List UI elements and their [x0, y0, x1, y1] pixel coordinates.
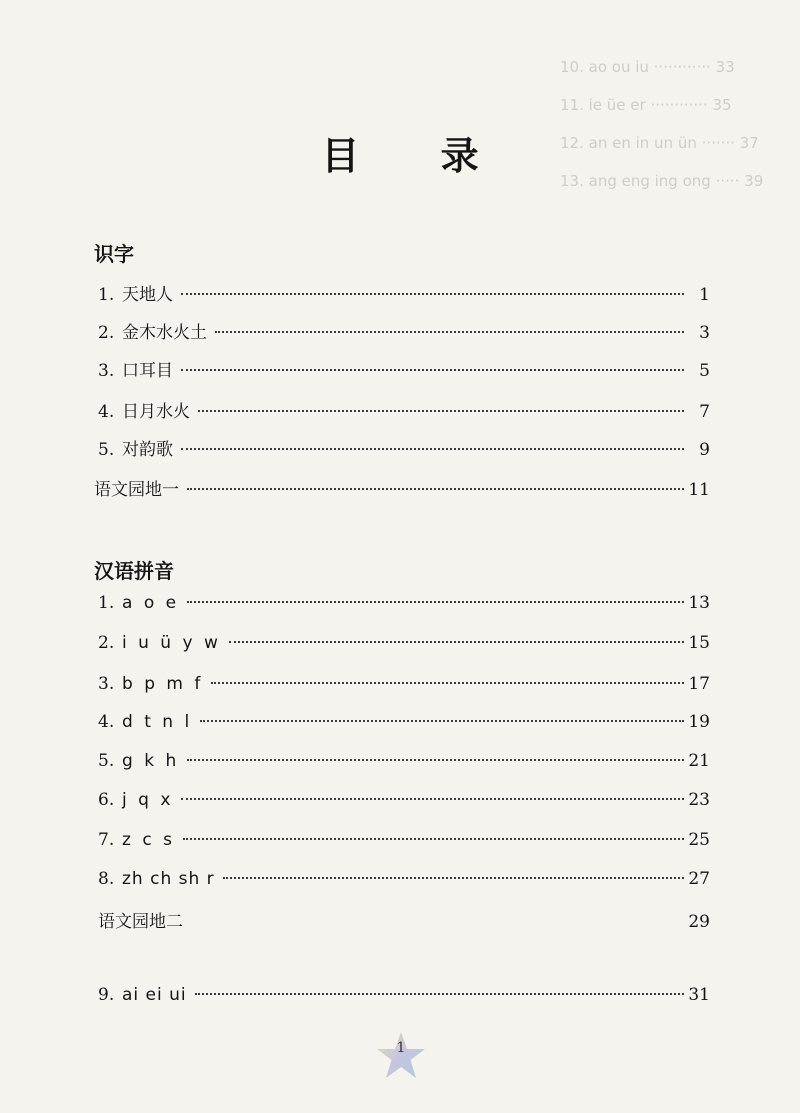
entry-number: 3.: [98, 674, 115, 694]
entry-page: 25: [688, 830, 710, 850]
entry-number: 3.: [98, 361, 115, 381]
dot-leader: [181, 448, 684, 450]
bleed-through-decoration: 12. an en in un ün ······· 37: [560, 134, 759, 152]
entry-number: 7.: [98, 830, 115, 850]
entry-page: 31: [688, 985, 710, 1005]
entry-number: 2.: [98, 633, 115, 653]
entry-page: 19: [688, 712, 710, 732]
entry-number: 1.: [98, 593, 115, 613]
toc-entry[interactable]: [94, 830, 710, 856]
entry-page: 21: [688, 751, 710, 771]
entry-page: 3: [699, 323, 710, 343]
toc-entry[interactable]: [94, 751, 710, 777]
dot-leader: [200, 720, 684, 722]
entry-title: 天地人: [122, 285, 173, 305]
dot-leader: [183, 838, 684, 840]
entry-number: 9.: [98, 985, 115, 1005]
entry-number: 4.: [98, 402, 115, 422]
entry-page: 7: [699, 402, 710, 422]
dot-leader: [198, 410, 684, 412]
entry-number: 4.: [98, 712, 115, 732]
entry-number: 1.: [98, 285, 115, 305]
entry-page: 17: [688, 674, 710, 694]
entry-title: 日月水火: [122, 402, 190, 422]
toc-entry[interactable]: [94, 790, 710, 816]
dot-leader: [187, 488, 684, 490]
entry-title: ai ei ui: [122, 985, 187, 1005]
entry-title: z c s: [122, 830, 175, 850]
toc-entry[interactable]: [94, 318, 710, 344]
toc-entry[interactable]: [94, 475, 710, 501]
toc-entry[interactable]: [94, 633, 710, 659]
page-title: 目 录: [321, 133, 513, 179]
entry-number: 5.: [98, 440, 115, 460]
entry-title: 口耳目: [122, 361, 173, 381]
entry-title: i u ü y w: [122, 633, 221, 653]
toc-entry[interactable]: [94, 397, 710, 423]
entry-title: zh ch sh r: [122, 869, 215, 889]
entry-page: 27: [688, 869, 710, 889]
toc-entry[interactable]: [94, 907, 710, 933]
toc-entry[interactable]: [94, 435, 710, 461]
star-icon: [375, 1030, 427, 1082]
bleed-through-decoration: 11. ie üe er ············ 35: [560, 96, 732, 114]
toc-entry[interactable]: [94, 593, 710, 619]
dot-leader: [181, 369, 684, 371]
entry-title: b p m f: [122, 674, 204, 694]
entry-title: 语文园地一: [94, 480, 179, 500]
dot-leader: [181, 798, 684, 800]
entry-title: 金木水火土: [122, 323, 207, 343]
dot-leader: [187, 759, 684, 761]
entry-page: 29: [688, 912, 710, 932]
dot-leader: [195, 993, 684, 995]
entry-number: 6.: [98, 790, 115, 810]
entry-page: 1: [699, 285, 710, 305]
entry-number: 2.: [98, 323, 115, 343]
entry-title: 语文园地二: [98, 912, 183, 932]
entry-page: 23: [688, 790, 710, 810]
entry-page: 9: [699, 440, 710, 460]
entry-title: j q x: [122, 790, 174, 810]
bleed-through-decoration: 10. ao ou iu ············ 33: [560, 58, 735, 76]
dot-leader: [229, 641, 684, 643]
entry-title: g k h: [122, 751, 180, 771]
entry-page: 11: [688, 480, 710, 500]
entry-number: 5.: [98, 751, 115, 771]
bleed-through-decoration: 13. ang eng ing ong ····· 39: [560, 172, 764, 190]
toc-entry[interactable]: [94, 712, 710, 738]
dot-leader: [223, 877, 684, 879]
entry-page: 15: [688, 633, 710, 653]
toc-entry[interactable]: [94, 280, 710, 306]
toc-entry[interactable]: [94, 985, 710, 1011]
page-number: 1: [396, 1040, 406, 1056]
section-heading: 识字: [94, 242, 134, 266]
entry-title: a o e: [122, 593, 180, 613]
toc-entry[interactable]: [94, 869, 710, 895]
dot-leader: [187, 601, 684, 603]
dot-leader: [211, 682, 684, 684]
entry-title: 对韵歌: [122, 440, 173, 460]
toc-entry[interactable]: [94, 674, 710, 700]
section-heading: 汉语拼音: [94, 559, 174, 583]
entry-number: 8.: [98, 869, 115, 889]
dot-leader: [181, 293, 684, 295]
entry-page: 5: [699, 361, 710, 381]
toc-entry[interactable]: [94, 356, 710, 382]
entry-page: 13: [688, 593, 710, 613]
dot-leader: [215, 331, 684, 333]
entry-title: d t n l: [122, 712, 193, 732]
